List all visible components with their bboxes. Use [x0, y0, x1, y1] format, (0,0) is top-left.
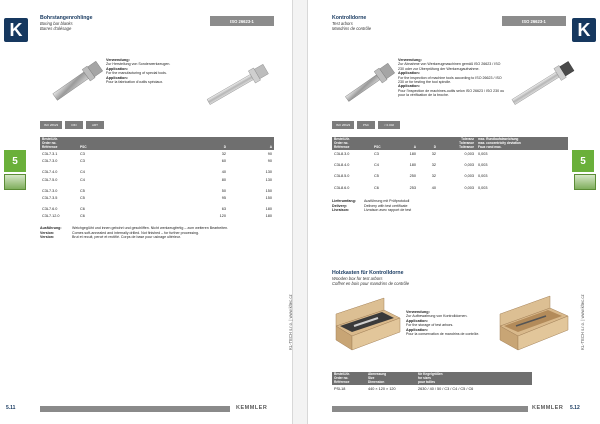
table-cell: 0,003 — [478, 185, 488, 190]
page-title — [40, 15, 92, 31]
table-cell: C3L7.3.1 — [42, 151, 58, 156]
boring-bar-blank-image-2 — [198, 60, 278, 110]
table-body — [40, 150, 274, 220]
col-a: A — [228, 137, 274, 150]
table-cell: 0,003 — [478, 163, 488, 168]
table-cell: 80 — [221, 177, 226, 182]
wooden-box-image — [332, 296, 404, 354]
box-description: Verwendung: Zur Aufbewahrung von Kontrolldornen. Application: For the storage of test arbors. Application: Pour la conservation de mandrins de contrôle. — [406, 310, 480, 337]
table-cell: C3 — [80, 151, 85, 156]
kemmler-logo-icon: K — [4, 18, 28, 42]
box-title-en: Wooden box for test arbors — [332, 276, 383, 281]
table-cell: C5 — [80, 188, 85, 193]
table-row — [332, 173, 568, 180]
box-section-title — [332, 270, 409, 286]
table-row — [40, 213, 274, 220]
table-cell: C4 — [80, 177, 85, 182]
table-cell: C3 — [80, 159, 85, 164]
table-cell: C6 — [80, 207, 85, 212]
iso-badge: ISO 26623-1 — [502, 16, 566, 26]
table-cell: 150 — [265, 188, 272, 193]
table-cell: 253 — [409, 185, 416, 190]
table-row — [332, 184, 568, 191]
table-cell: C3L7.5.0 — [42, 177, 58, 182]
brand-label: KEMMLER — [236, 405, 268, 411]
page-number: 5.11 — [6, 405, 16, 411]
table-cell: C4 — [80, 170, 85, 175]
note-row: Version: Brut et recuit, percé et rectifié. Corps de base pour usinage ultérieur. — [40, 235, 181, 240]
table-cell: C6 — [80, 214, 85, 219]
table-cell: C3L7.3.0 — [42, 188, 58, 193]
table-cell: 180 — [409, 163, 416, 168]
table-cell: C3L8.3.0 — [334, 151, 350, 156]
table-cell: 180 — [409, 151, 416, 156]
psc-icon: PSC — [357, 121, 375, 129]
test-arbor-image-2 — [504, 56, 584, 110]
table-cell: C3L7.4.0 — [42, 170, 58, 175]
table-cell: C3L8.5.0 — [334, 174, 350, 179]
table-cell: C3L7.3.0 — [42, 159, 58, 164]
table-cell: 130 — [265, 170, 272, 175]
col-concentricity: max. Rundlaufabweichung max. concentricity deviation Faux rond max. — [476, 137, 568, 150]
table-cell: C3L7.12.0 — [42, 214, 60, 219]
table-cell: 63 — [221, 207, 226, 212]
table-row — [40, 158, 274, 165]
table-row — [332, 385, 532, 392]
title-de: Kontrolldorne — [332, 15, 367, 21]
table-cell: C3 — [374, 151, 379, 156]
col-tolerance: Toleranz Tolerance Tolérance — [438, 137, 476, 150]
tolerance-icon: < 0.002 — [378, 121, 400, 129]
table-cell: 180 — [265, 214, 272, 219]
description: Verwendung: Zur Herstellung von Sonderwerkzeugen. Application: For the manufacturing of special tools. Application: Pour la fabrication d'outils spéciaux. — [106, 58, 171, 85]
title-en: Test arbors — [332, 21, 353, 26]
table-cell: 40 — [431, 185, 436, 190]
col-size: Abmessung Size Dimension — [366, 372, 416, 385]
col-d: D — [418, 137, 438, 150]
table-cell: 0,003 — [464, 163, 474, 168]
table-row — [40, 169, 274, 176]
gutter — [292, 0, 308, 424]
vertical-url-right: KL-TECH s.r.o. | www.kltec.cz — [580, 294, 585, 350]
feature-icons — [332, 121, 400, 129]
col-a: A — [398, 137, 418, 150]
chapter-badge: 5 — [572, 150, 594, 172]
table-cell: C3L7.6.0 — [42, 207, 58, 212]
chapter-badge: 5 — [4, 150, 26, 172]
table-cell: C6 — [374, 185, 379, 190]
iso-icon: ISO 26623 — [40, 121, 62, 129]
page-number: 5.12 — [570, 405, 580, 411]
vertical-url-left: KL-TECH s.r.o. | www.kltec.cz — [288, 294, 293, 350]
table-cell: 50 — [221, 188, 226, 193]
table-cell: 120 — [219, 214, 226, 219]
col-for-sizes: für Kegelgrößen for sizes pour tailles — [416, 372, 532, 385]
note-row: Version: Comes soft-annealed and internally drilled. Not finished – for further processing. — [40, 230, 200, 235]
col-order-no: Bestell-Nr. Order no. Référence — [332, 137, 372, 150]
table-body — [332, 385, 532, 392]
note-row: Lieferumfang: Ausführung mit Prüfprotokoll — [332, 199, 410, 203]
table-cell: 32 — [221, 151, 226, 156]
table-cell: 32 — [431, 174, 436, 179]
table-cell: 180 — [265, 207, 272, 212]
col-psc: PSC — [372, 137, 398, 150]
left-page — [0, 0, 292, 424]
table-row — [40, 194, 274, 201]
iso-badge: ISO 26623-1 — [210, 16, 274, 26]
art-icon: ART — [86, 121, 104, 129]
table-row — [332, 150, 568, 157]
table-cell: 0,003 — [464, 151, 474, 156]
table-body — [332, 150, 568, 191]
table-cell: C5 — [80, 195, 85, 200]
feature-icons — [40, 121, 104, 129]
page-title — [332, 15, 371, 31]
chapter-thumbnail-icon — [574, 174, 596, 190]
notes — [332, 199, 411, 213]
table-row — [40, 187, 274, 194]
table-cell: PSL18 — [334, 386, 346, 391]
iso-icon: ISO 26623 — [332, 121, 354, 129]
table-cell: C3L8.6.0 — [334, 185, 350, 190]
note-row: Livraison: Livraison avec rapport de test — [332, 208, 412, 213]
col-order-no: Bestell-Nr. Order no. Référence — [40, 137, 78, 150]
table-cell: 32 — [431, 163, 436, 168]
table-cell: 0,003 — [464, 185, 474, 190]
test-arbor-image — [340, 58, 400, 108]
chapter-thumbnail-icon — [4, 174, 26, 190]
table-row — [332, 162, 568, 169]
note-row: Ausführung: Weichgeglüht und innen gebohrt und geschliffen. Nicht werkzeugfertig – zum weiteren Bearbeiten. — [40, 226, 229, 230]
title-fr: Mandrins de contrôle — [332, 26, 372, 31]
brand-label: KEMMLER — [532, 405, 564, 411]
footer-bar — [40, 406, 230, 412]
table-cell: 0,003 — [464, 174, 474, 179]
title-fr: Barres d'alésage — [40, 26, 72, 31]
col-d: D — [178, 137, 228, 150]
table-row — [40, 176, 274, 183]
table-cell: 0,003 — [478, 151, 488, 156]
spec-table — [40, 137, 274, 220]
table-cell: 130 — [265, 177, 272, 182]
table-cell: C3L7.3.5 — [42, 195, 58, 200]
note-row: Delivery: Delivery with test certificate — [332, 203, 408, 208]
footer-bar — [332, 406, 528, 412]
table-cell: 90 — [267, 151, 272, 156]
description: Verwendung: Zur Abnahme von Werkzeugmaschinen gemäß ISO 26623 / ISO 230 oder zur Überprüfung der Werkzeugaufnahme. Application: For the inspection of machine tools according to ISO 26623 / ISO 230 or for testing the tool spindle. Application: Pour l'inspection de machines-outils selon ISO 26623 / ISO 230 ou pour la vérification de la broche. — [398, 58, 505, 98]
wooden-box-open-image — [494, 292, 574, 352]
table-cell: 60 — [221, 159, 226, 164]
spec-table — [332, 137, 568, 191]
kemmler-logo-icon: K — [572, 18, 596, 42]
title-de: Bohrstangenrohlinge — [40, 15, 93, 21]
boring-bar-blank-image — [48, 56, 108, 106]
table-cell: 40 — [221, 170, 226, 175]
table-cell: 0,003 — [478, 174, 488, 179]
table-row — [40, 206, 274, 213]
table-cell: 90 — [267, 159, 272, 164]
table-cell: C4 — [374, 163, 379, 168]
table-cell: C3L8.4.0 — [334, 163, 350, 168]
box-spec-table — [332, 372, 532, 393]
table-cell: 32 — [431, 151, 436, 156]
title-en: Boring bar blanks — [40, 21, 73, 26]
col-psc: PSC — [78, 137, 178, 150]
table-cell: 95 — [221, 195, 226, 200]
table-cell: 440 × 120 × 120 — [368, 386, 396, 391]
table-cell: C5 — [374, 174, 379, 179]
right-page — [308, 0, 600, 424]
table-cell: 250 — [409, 174, 416, 179]
box-title-fr: Coffret en bois pour mandrins de contrôle — [332, 281, 410, 286]
table-row — [40, 150, 274, 157]
col-order-no: Bestell-Nr. Order no. Référence — [332, 372, 366, 385]
table-cell: 2630 / 40 / 50 / C3 / C4 / C5 / C6 — [418, 386, 474, 391]
notes — [40, 226, 228, 240]
box-title-de: Holzkasten für Kontrolldorne — [332, 270, 404, 276]
din-icon: DIN — [65, 121, 83, 129]
table-cell: 150 — [265, 195, 272, 200]
